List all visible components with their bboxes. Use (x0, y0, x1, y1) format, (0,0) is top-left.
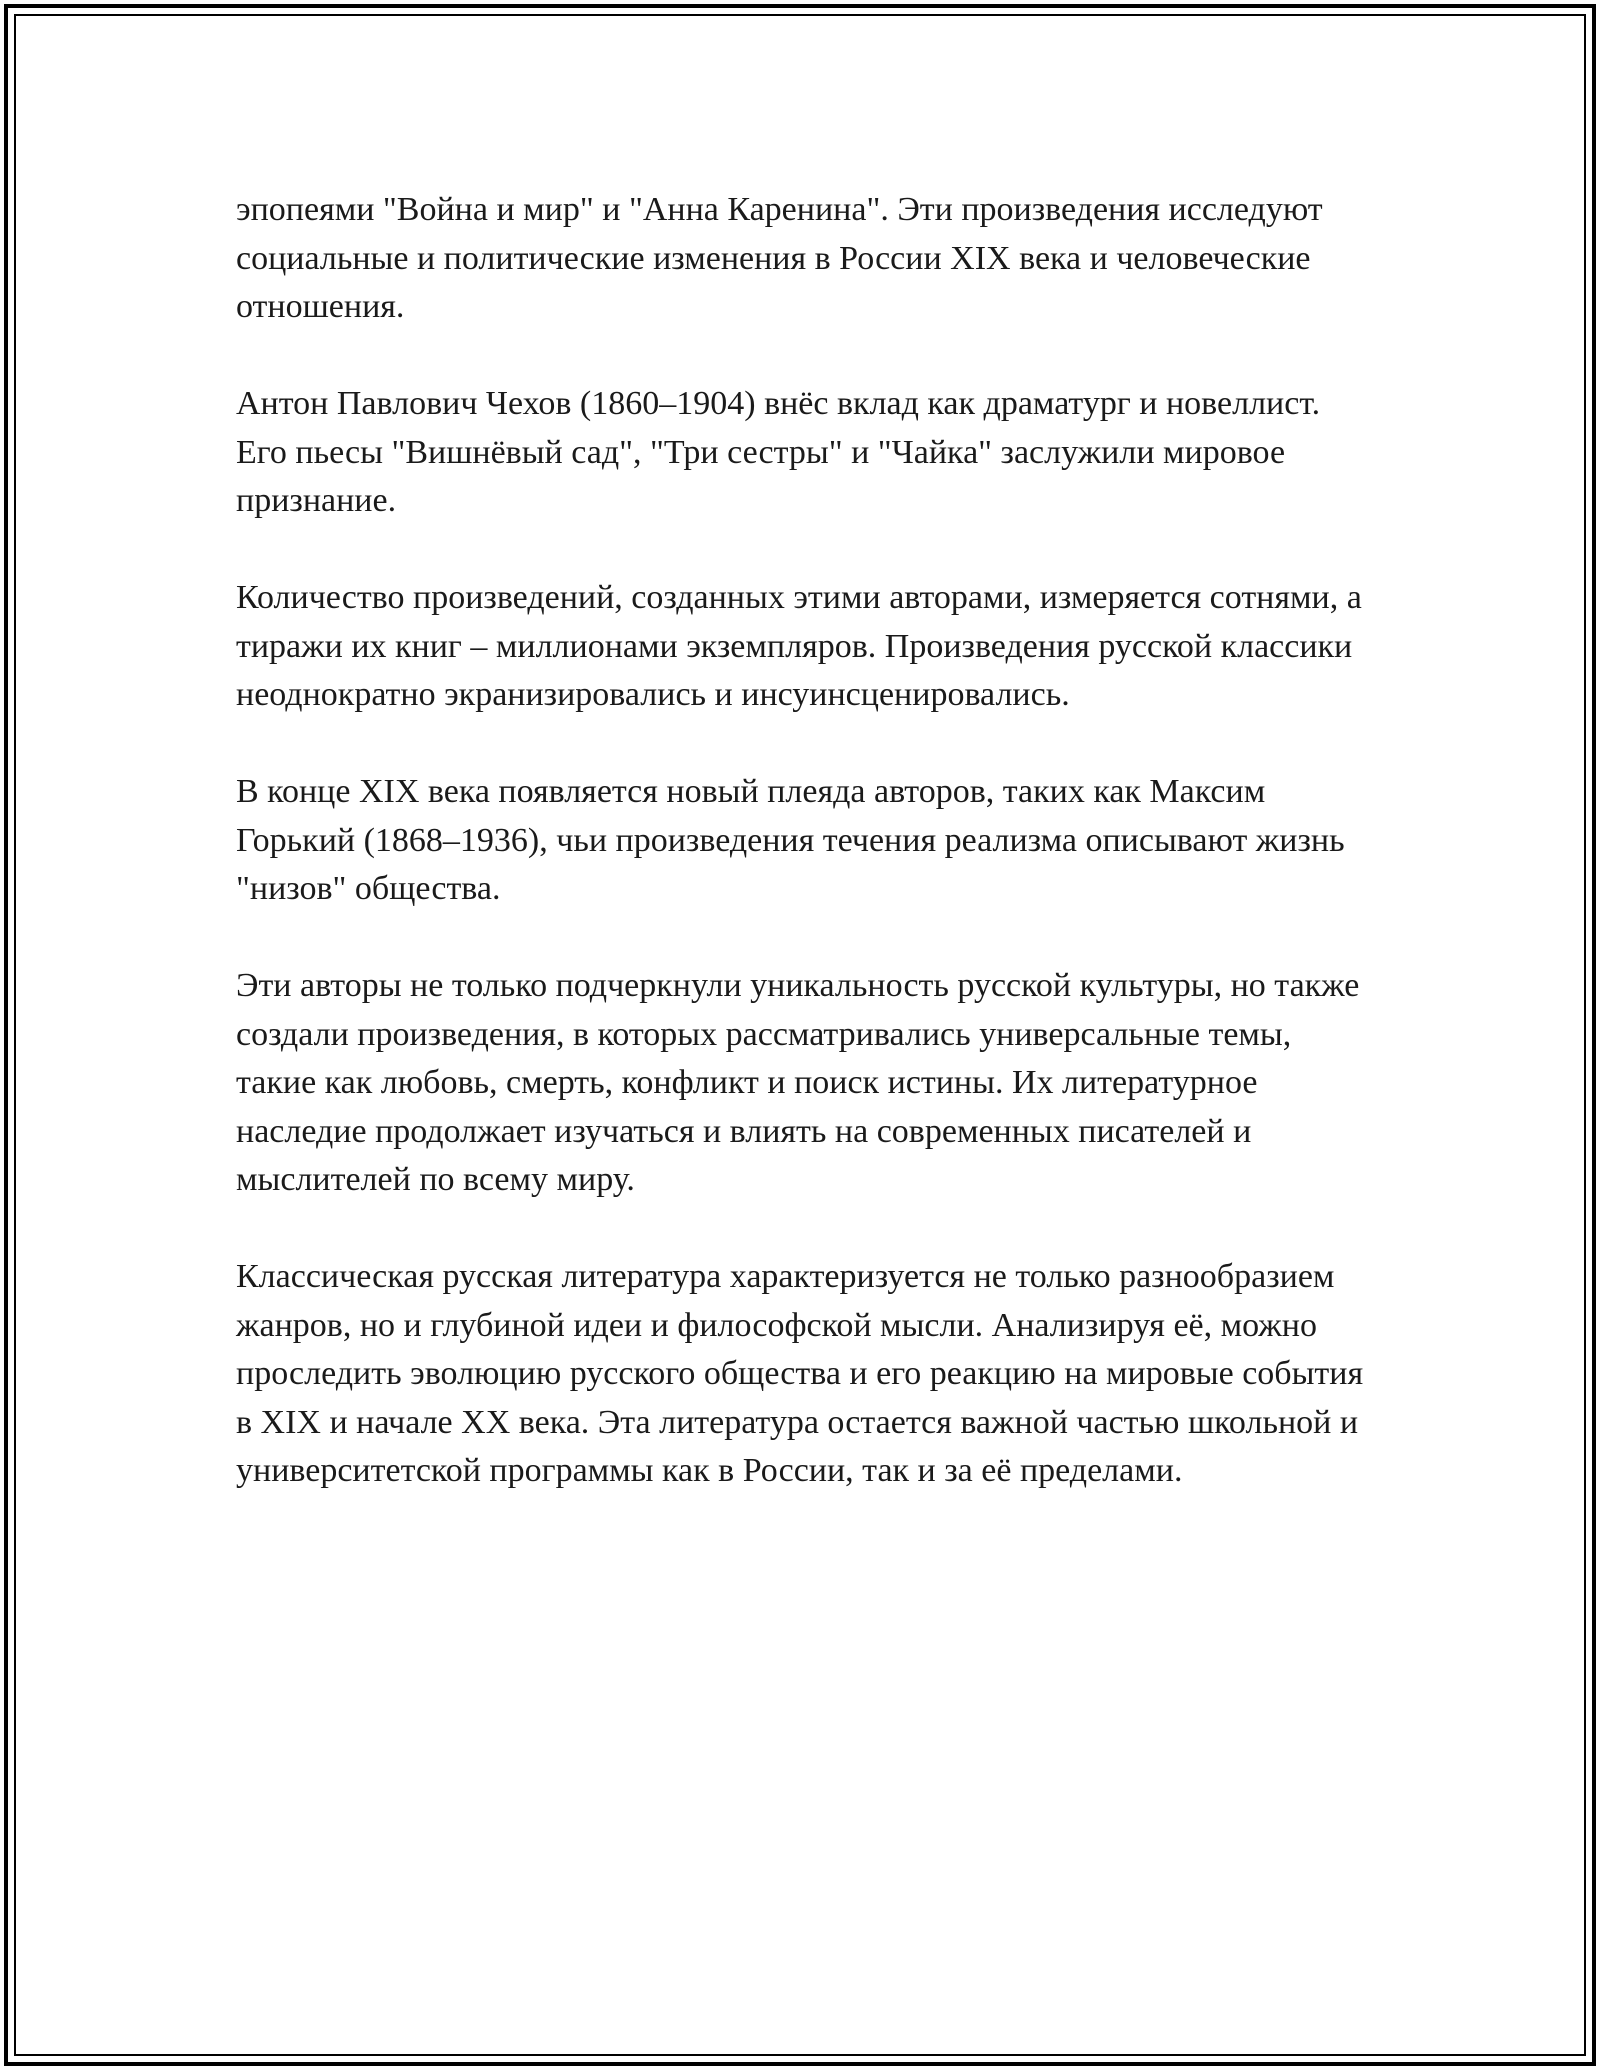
paragraph-5: Эти авторы не только подчеркнули уникальность русской культуры, но также создали произведения, в которых рассматривались универсальные темы, такие как любовь, смерть, конфликт и поиск истины. Их литературное наследие продолжает изучаться и влиять на современных писателей и мыслителей по всему миру. (236, 967, 1360, 1198)
paragraph-1: эпопеями "Война и мир" и "Анна Каренина". Эти произведения исследуют социальные и политические изменения в России XIX века и человеческие отношения. (236, 191, 1323, 325)
paragraph-2: Антон Павлович Чехов (1860–1904) внёс вклад как драматург и новеллист. Его пьесы "Вишнёвый сад", "Три сестры" и "Чайка" заслужили мировое признание. (236, 385, 1321, 519)
paragraph-3: Количество произведений, созданных этими авторами, измеряется сотнями, а тиражи их книг – миллионами экземпляров. Произведения русской классики неоднократно экранизировались и инсуинсценировались. (236, 579, 1362, 713)
paragraph-6: Классическая русская литература характеризуется не только разнообразием жанров, но и глубиной идеи и философской мысли. Анализируя её, можно проследить эволюцию русского общества и его реакцию на мировые события в XIX и начале XX века. Эта литература остается важной частью школьной и университетской программы как в России, так и за её пределами. (236, 1258, 1364, 1489)
paragraph-4: В конце XIX века появляется новый плеяда авторов, таких как Максим Горький (1868–1936), чьи произведения течения реализма описывают жизнь "низов" общества. (236, 773, 1345, 907)
document-body (236, 186, 1366, 1496)
